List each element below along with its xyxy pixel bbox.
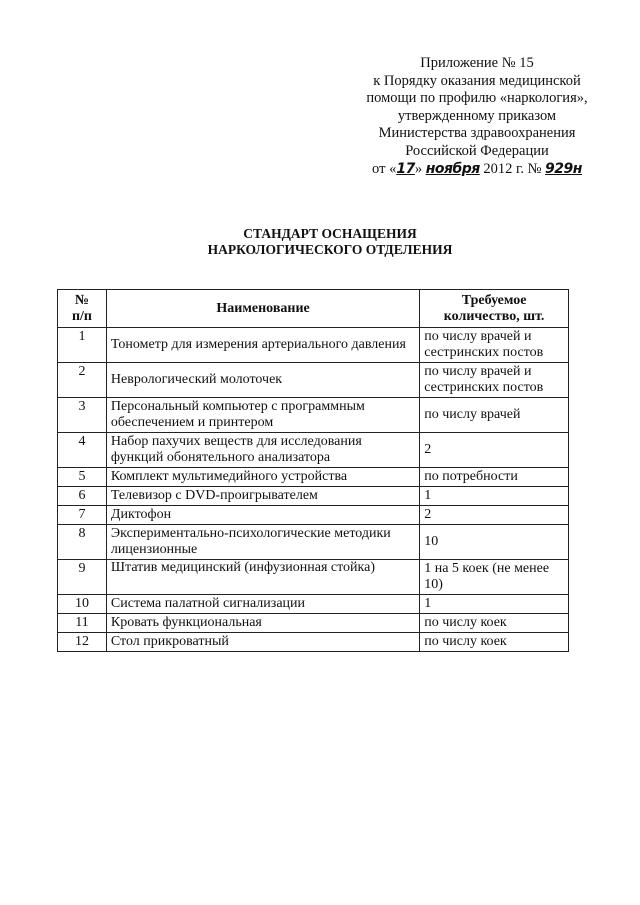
row-qty: 1 (420, 595, 569, 614)
document-title (160, 226, 500, 258)
appendix-line-6: Российской Федерации (405, 142, 549, 159)
row-qty: 2 (420, 506, 569, 525)
header-qty (420, 290, 569, 328)
row-qty: по числу врачей и сестринских постов (420, 363, 569, 398)
row-name: Неврологический молоточек (106, 363, 419, 398)
row-name: Диктофон (106, 506, 419, 525)
table-row (58, 525, 569, 560)
row-qty: 2 (420, 433, 569, 468)
row-num: 8 (58, 525, 107, 560)
equipment-table (57, 289, 569, 652)
appendix-line-1: Приложение № 15 (420, 55, 534, 71)
row-name: Персональный компьютер с программным обеспечением и принтером (106, 398, 419, 433)
table-row (58, 398, 569, 433)
appendix-line-5: Министерства здравоохранения (378, 125, 576, 142)
table-row (58, 433, 569, 468)
row-name: Кровать функциональная (106, 614, 419, 633)
header-name: Наименование (106, 290, 419, 328)
appendix-line-2: к Порядку оказания медицинской (373, 72, 581, 89)
header-qty-line-2: количество, шт. (443, 308, 545, 324)
row-name: Стол прикроватный (106, 633, 419, 652)
table-header-row (58, 290, 569, 328)
title-line-1: СТАНДАРТ ОСНАЩЕНИЯ (243, 226, 417, 241)
row-name: Комплект мультимедийного устройства (106, 468, 419, 487)
handwritten-month: ноября (425, 160, 480, 177)
row-name: Набор пахучих веществ для исследования функций обонятельного анализатора (106, 433, 419, 468)
row-qty: 1 (420, 487, 569, 506)
row-num: 6 (58, 487, 107, 506)
row-name: Система палатной сигнализации (106, 595, 419, 614)
row-num: 5 (58, 468, 107, 487)
appendix-line-3: помощи по профилю «наркология», (366, 90, 588, 107)
header-num (58, 290, 107, 328)
row-num: 11 (58, 614, 107, 633)
order-date-line (352, 161, 602, 179)
handwritten-day: 17 (396, 160, 415, 177)
row-qty: 1 на 5 коек (не менее 10) (420, 560, 569, 595)
table-row (58, 363, 569, 398)
row-name: Экспериментально-психологические методики лицензионные (106, 525, 419, 560)
table-row (58, 468, 569, 487)
header-qty-line-1: Требуемое (461, 292, 527, 308)
appendix-header (352, 55, 602, 178)
header-num-line-2: п/п (71, 308, 92, 324)
table-row (58, 595, 569, 614)
handwritten-order-number: 929н (545, 160, 582, 177)
row-qty: по числу врачей и сестринских постов (420, 328, 569, 363)
title-line-2: НАРКОЛОГИЧЕСКОГО ОТДЕЛЕНИЯ (207, 242, 453, 257)
row-num: 1 (58, 328, 107, 363)
row-num: 3 (58, 398, 107, 433)
row-num: 7 (58, 506, 107, 525)
row-name: Телевизор с DVD-проигрывателем (106, 487, 419, 506)
table-row (58, 328, 569, 363)
row-qty: 10 (420, 525, 569, 560)
row-num: 12 (58, 633, 107, 652)
header-num-line-1: № (74, 292, 89, 308)
table-row (58, 560, 569, 595)
row-name: Штатив медицинский (инфузионная стойка) (106, 560, 419, 595)
row-num: 4 (58, 433, 107, 468)
row-qty: по числу коек (420, 633, 569, 652)
table-row (58, 487, 569, 506)
date-year: 2012 г. № (483, 160, 542, 177)
row-num: 9 (58, 560, 107, 595)
row-num: 10 (58, 595, 107, 614)
row-qty: по числу коек (420, 614, 569, 633)
row-qty: по числу врачей (420, 398, 569, 433)
table-row (58, 633, 569, 652)
table-row (58, 614, 569, 633)
row-num: 2 (58, 363, 107, 398)
appendix-line-4: утвержденному приказом (397, 107, 557, 124)
date-mid: » (414, 160, 423, 177)
row-name: Тонометр для измерения артериального давления (106, 328, 419, 363)
table-row (58, 506, 569, 525)
date-prefix: от « (372, 160, 397, 177)
row-qty: по потребности (420, 468, 569, 487)
